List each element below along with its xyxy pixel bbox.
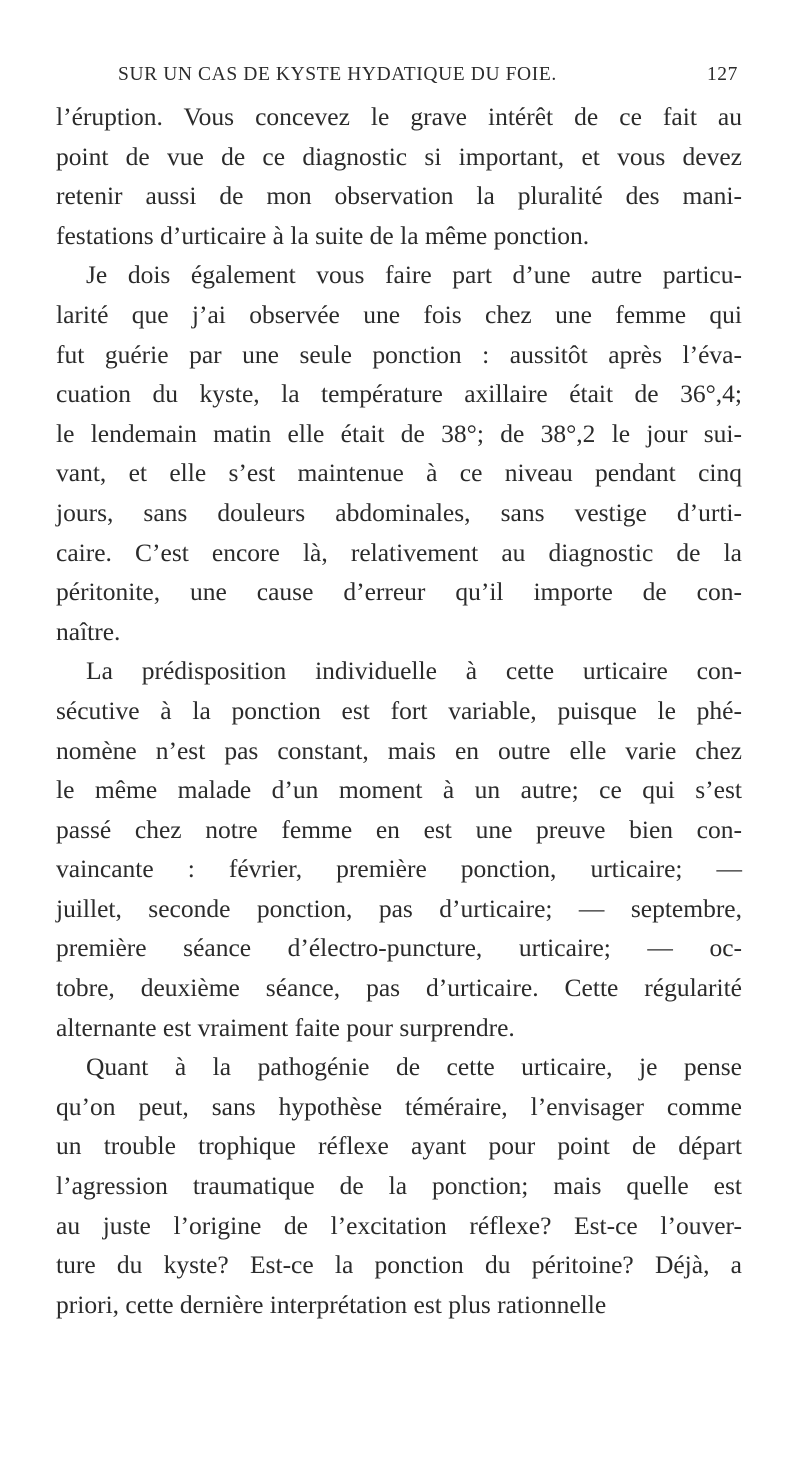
running-title: SUR UN CAS DE KYSTE HYDATIQUE DU FOIE.	[118, 64, 557, 85]
text-line: jours, sans douleurs abdominales, sans vestige d’urti-	[56, 497, 742, 527]
text-line: au juste l’origine de l’excitation réflexe? Est-ce l’ouver-	[56, 1210, 742, 1240]
text-line: nomène n’est pas constant, mais en outre elle varie chez	[56, 735, 742, 765]
text-line: La prédisposition individuelle à cette urticaire con-	[86, 656, 742, 686]
paragraph	[56, 97, 742, 255]
text-line: péritonite, une cause d’erreur qu’il importe de con-	[56, 577, 742, 607]
text-line: fut guérie par une seule ponction : aussitôt après l’éva-	[56, 339, 742, 369]
text-line: un trouble trophique réflexe ayant pour point de départ	[56, 1131, 742, 1161]
text-line: qu’on peut, sans hypothèse téméraire, l’envisager comme	[56, 1091, 742, 1121]
text-line: Quant à la pathogénie de cette urticaire, je pense	[86, 1052, 742, 1082]
text-line: sécutive à la ponction est fort variable, puisque le phé-	[56, 695, 742, 725]
text-line: tobre, deuxième séance, pas d’urticaire. Cette régularité	[56, 973, 742, 1003]
page-number: 127	[706, 64, 738, 85]
text-line: naître.	[56, 616, 121, 646]
text-line: festations d’urticaire à la suite de la même ponction.	[56, 220, 590, 250]
text-line: ture du kyste? Est-ce la ponction du péritoine? Déjà, a	[56, 1250, 742, 1280]
text-line: priori, cette dernière interprétation est plus rationnelle	[56, 1289, 607, 1319]
text-line: première séance d’électro-puncture, urticaire; — oc-	[56, 933, 742, 963]
text-line: juillet, seconde ponction, pas d’urticaire; — septembre,	[56, 893, 742, 923]
text-line: Je dois également vous faire part d’une autre particu-	[86, 260, 742, 290]
paragraph	[56, 1047, 742, 1324]
paragraph	[56, 255, 742, 651]
text-line: le lendemain matin elle était de 38°; de 38°,2 le jour sui-	[56, 418, 742, 448]
text-line: retenir aussi de mon observation la pluralité des mani-	[56, 181, 742, 211]
text-line: caire. C’est encore là, relativement au diagnostic de la	[56, 537, 742, 567]
text-line: vant, et elle s’est maintenue à ce niveau pendant cinq	[56, 458, 742, 488]
body-text	[56, 97, 742, 1324]
text-line: point de vue de ce diagnostic si important, et vous devez	[56, 141, 742, 171]
running-head	[118, 64, 738, 90]
text-line: le même malade d’un moment à un autre; ce qui s’est	[56, 775, 742, 805]
text-line: l’éruption. Vous concevez le grave intérêt de ce fait au	[56, 102, 742, 131]
text-line: l’agression traumatique de la ponction; mais quelle est	[56, 1171, 742, 1201]
text-line: vaincante : février, première ponction, urticaire; —	[56, 854, 742, 884]
text-line: larité que j’ai observée une fois chez une femme qui	[56, 299, 742, 329]
text-line: alternante est vraiment faite pour surprendre.	[56, 1012, 515, 1042]
text-line: passé chez notre femme en est une preuve bien con-	[56, 814, 742, 844]
text-line: cuation du kyste, la température axillaire était de 36°,4;	[56, 379, 742, 409]
paragraph	[56, 651, 742, 1047]
